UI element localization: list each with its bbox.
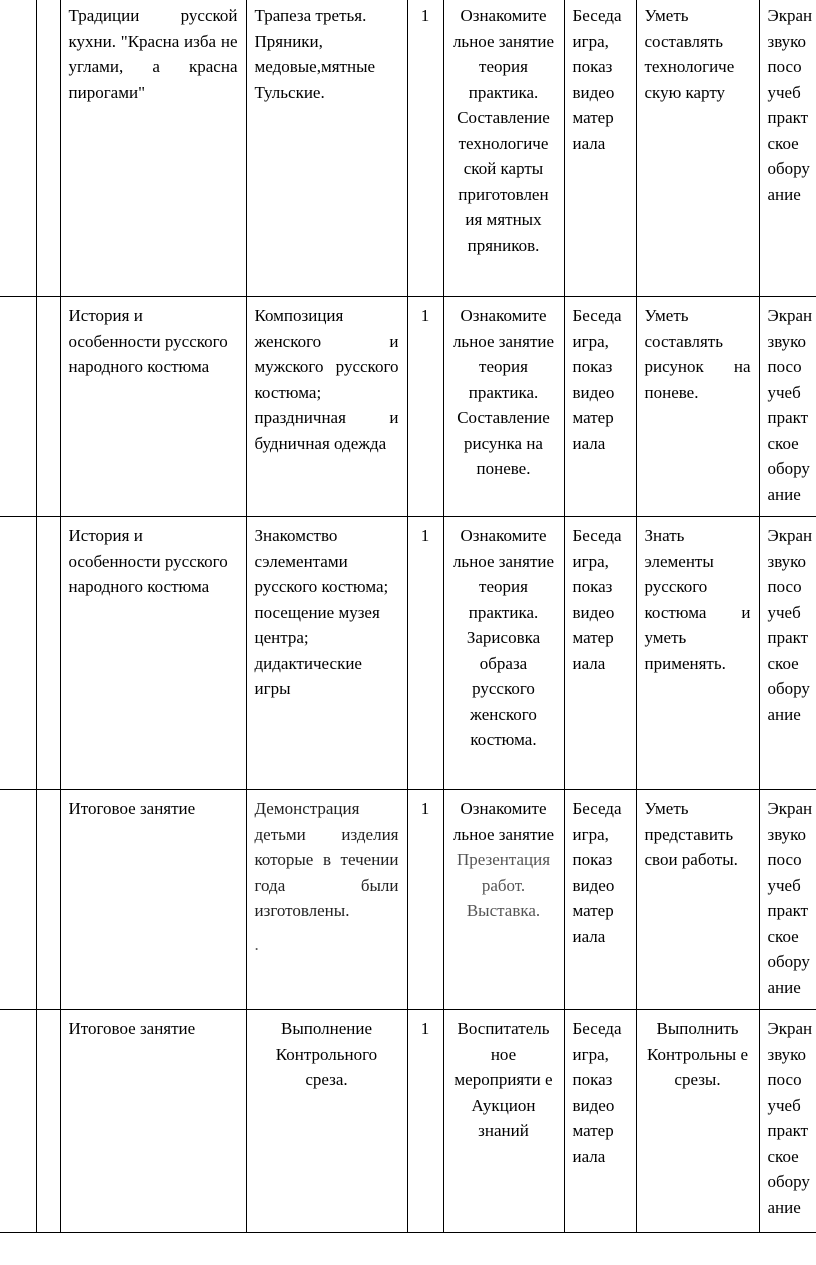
content-cell: Выполнение Контрольного среза. [246, 1010, 407, 1233]
topic-cell: Итоговое занятие [60, 1010, 246, 1233]
form-cell [443, 517, 564, 790]
table-row [0, 297, 816, 517]
equipment-cell: Экран звуко посо учеб практ ское обору ание [759, 1010, 816, 1233]
form-text: Ознакомите льное занятие теория практика. Составление рисунка на поневе. [452, 306, 555, 478]
equipment-cell: Экран звуко посо учеб практ ское обору ание [759, 790, 816, 1010]
table-row [0, 0, 816, 297]
equipment-cell: Экран звуко посо учеб практ ское обору ание [759, 0, 816, 297]
form-text: Ознакомите льное занятие теория практика. Составление технологиче ской карты приготовлен ия мятных пряников. [452, 6, 555, 255]
hours-cell: 1 [407, 1010, 443, 1233]
topic-cell: Итоговое занятие [60, 790, 246, 1010]
row-subnumber-cell [36, 790, 60, 1010]
row-subnumber-cell [36, 1010, 60, 1233]
row-subnumber-cell [36, 0, 60, 297]
row-number-cell [0, 790, 36, 1010]
form-cell [443, 790, 564, 1010]
table-row [0, 1010, 816, 1233]
topic-cell: История и особенности русского народного костюма [60, 517, 246, 790]
form-cell [443, 0, 564, 297]
content-text: Демонстрация детьми изделия которые в течении года были изготовлены. [254, 799, 399, 920]
topic-cell: История и особенности русского народного костюма [60, 297, 246, 517]
row-subnumber-cell [36, 297, 60, 517]
methods-cell: Беседа игра, показ видео матер иала [564, 790, 636, 1010]
result-cell: Выполнить Контрольны е срезы. [636, 1010, 759, 1233]
result-cell: Уметь составлять технологиче скую карту [636, 0, 759, 297]
table-row [0, 517, 816, 790]
row-number-cell [0, 517, 36, 790]
hours-cell: 1 [407, 297, 443, 517]
methods-cell: Беседа игра, показ видео матер иала [564, 517, 636, 790]
content-cell: Композиция женского и мужского русского костюма; праздничная и будничная одежда [246, 297, 407, 517]
form-cell [443, 297, 564, 517]
content-cell: Трапеза третья. Пряники, медовые,мятные Тульские. [246, 0, 407, 297]
hours-cell: 1 [407, 517, 443, 790]
topic-cell: Традиции русской кухни. "Красна изба не углами, а красна пирогами" [60, 0, 246, 297]
row-number-cell [0, 297, 36, 517]
form-text: Ознакомите льное занятие теория практика. Зарисовка образа русского женского костюма. [452, 526, 555, 749]
hours-cell: 1 [407, 0, 443, 297]
content-cell [246, 790, 407, 1010]
methods-cell: Беседа игра, показ видео матер иала [564, 0, 636, 297]
result-cell: Уметь составлять рисунок на поневе. [636, 297, 759, 517]
result-cell: Уметь представить свои работы. [636, 790, 759, 1010]
form-text: Воспитатель ное мероприяти е Аукцион знаний [454, 1019, 553, 1140]
form-text: Ознакомите льное занятие [452, 799, 555, 844]
row-subnumber-cell [36, 517, 60, 790]
equipment-cell: Экран звуко посо учеб практ ское обору ание [759, 297, 816, 517]
methods-cell: Беседа игра, показ видео матер иала [564, 297, 636, 517]
row-number-cell [0, 0, 36, 297]
form-grey-text: Презентация работ. Выставка. [456, 850, 551, 920]
hours-cell: 1 [407, 790, 443, 1010]
methods-cell: Беседа игра, показ видео матер иала [564, 1010, 636, 1233]
row-number-cell [0, 1010, 36, 1233]
equipment-cell: Экран звуко посо учеб практ ское обору ание [759, 517, 816, 790]
table-row [0, 790, 816, 1010]
content-cell: Знакомство сэлементами русского костюма; посещение музея центра; дидактические игры [246, 517, 407, 790]
content-note: . [254, 934, 259, 954]
form-cell [443, 1010, 564, 1233]
result-cell: Знать элементы русского костюма и уметь применять. [636, 517, 759, 790]
